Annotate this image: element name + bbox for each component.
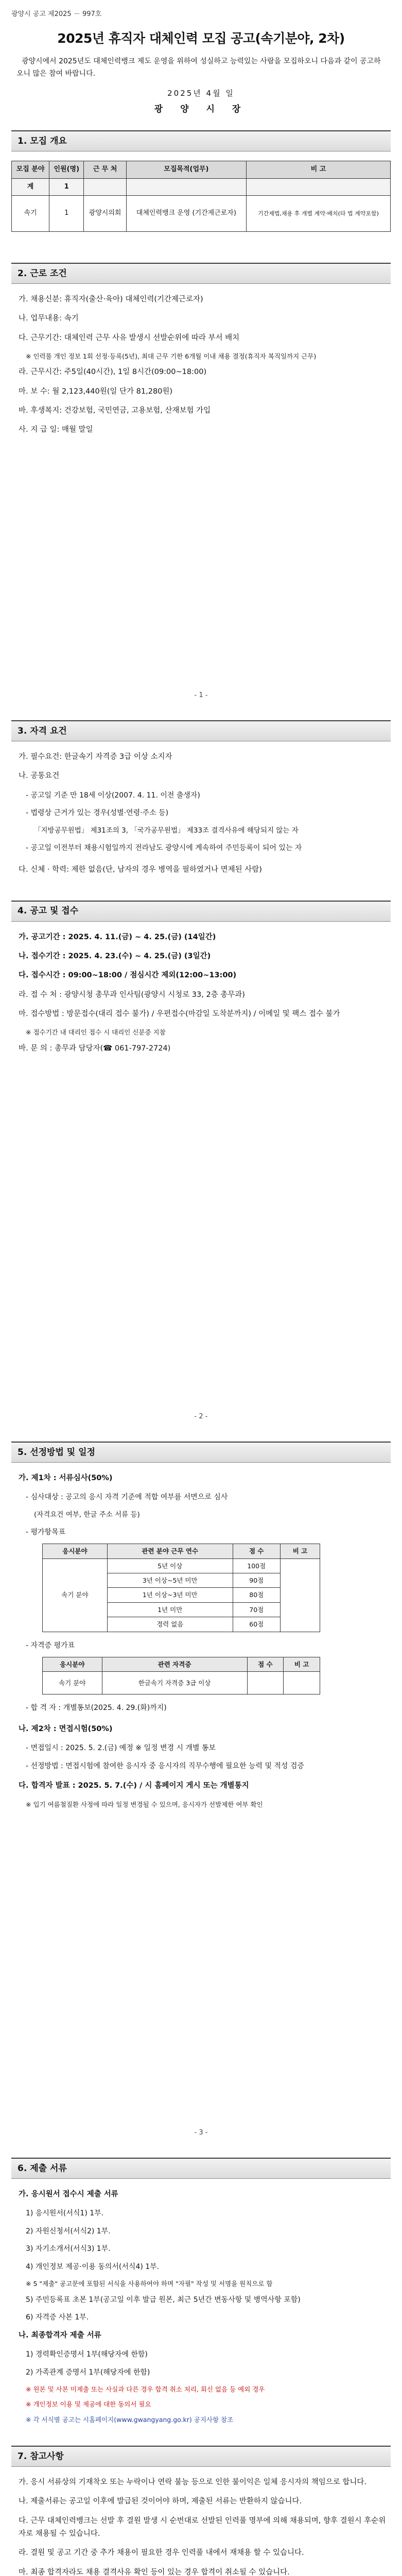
col-header: 모집 분야 xyxy=(12,161,49,178)
notice-number: 광양시 공고 제2025 － 997호 xyxy=(11,10,102,18)
section-title: 7. 참고사항 xyxy=(18,2451,64,2462)
table-cell: 광양시의회 xyxy=(84,195,126,231)
list-item: 가. 채용신분: 휴직자(출산·육아) 대체인력(기간제근로자) xyxy=(19,295,203,303)
section-header-6 xyxy=(11,2158,391,2179)
list-item: 가. 제1차 : 서류심사(50%) xyxy=(19,1474,113,1482)
section-header-7 xyxy=(11,2446,391,2467)
col-header: 비 고 xyxy=(284,1657,320,1672)
section-header-1 xyxy=(11,130,391,151)
city-mayor: 광 양 시 장 xyxy=(154,104,248,115)
list-item: (자격요건 여부, 한글 주소 서류 등) xyxy=(34,1510,140,1519)
total-label: 계 xyxy=(12,178,49,195)
list-item: 나. 최종합격자 제출 서류 xyxy=(19,2331,101,2340)
section-title: 3. 자격 요건 xyxy=(18,725,67,736)
list-item: 바. 후생복지: 건강보험, 국민연금, 고용보험, 산재보험 가입 xyxy=(19,406,211,415)
page-number: - 1 - xyxy=(194,691,208,699)
table-cell: 경력 없음 xyxy=(107,1617,233,1632)
table-cell: 1 xyxy=(49,195,84,231)
list-item: 마. 최종 합격자라도 채용 결격사유 확인 등이 있는 경우 합격이 취소될 수 있습니다. xyxy=(19,2568,290,2576)
col-header: 점 수 xyxy=(233,1544,280,1558)
list-item: - 선정방법 : 면접시험에 참여한 응시자 중 응시자의 직무수행에 필요한 능력 및 적성 검증 xyxy=(26,1761,304,1770)
list-item: 다. 접수시간 : 09:00~18:00 / 점심시간 제외(12:00~13:00) xyxy=(19,971,237,980)
table-cell: 한글속기 자격증 3급 이상 xyxy=(102,1672,247,1694)
section-title: 2. 근로 조건 xyxy=(18,268,67,279)
col-header: 응시분야 xyxy=(43,1544,108,1558)
list-item: 라. 근무시간: 주5일(40시간), 1일 8시간(09:00~18:00) xyxy=(19,368,207,377)
section-header-4 xyxy=(11,901,391,922)
table-cell: 90점 xyxy=(233,1573,280,1588)
list-item: 나. 공통요건 xyxy=(19,772,60,781)
col-header: 관련 분야 근무 연수 xyxy=(107,1544,233,1558)
note: ※ 접수기간 내 대리인 접수 시 대리인 신분증 지참 xyxy=(26,1028,166,1037)
list-item: 라. 결원 및 공고 기간 중 추가 채용이 필요한 경우 인력풀 내에서 재채용 할 수 있습니다. xyxy=(19,2549,304,2557)
list-item: 바. 문 의 : 총무과 담당자(☎ 061-797-2724) xyxy=(19,1044,171,1053)
list-item: 마. 보 수: 월 2,123,440원(일 단가 81,280원) xyxy=(19,387,173,396)
intro-text: 광양시에서 2025년도 대체인력뱅크 제도 운영을 위하여 성실하고 능력있는 사람을 모집하오니 다음과 같이 공고하오니 많은 참여 바랍니다. xyxy=(16,57,381,78)
list-item: 다. 신체 · 학력: 제한 없음(단, 남자의 경우 병역을 필하였거나 면제된 사람) xyxy=(19,866,262,874)
table-cell: 100점 xyxy=(233,1558,280,1573)
col-header: 인원(명) xyxy=(49,161,84,178)
col-header: 비 고 xyxy=(280,1544,320,1558)
table-cell: 80점 xyxy=(233,1588,280,1602)
list-item: 2) 자원신청서(서식2) 1부. xyxy=(26,2227,111,2235)
page-title: 2025년 휴직자 대체인력 모집 공고(속기분야, 2차) xyxy=(57,31,345,46)
info-note: ※ 각 서식별 공고는 시홈페이지(www.gwangyang.go.kr) 공지사항 참조 xyxy=(26,2415,234,2424)
note: ※ 5 "제출" 공고문에 포함된 서식을 사용하여야 하며 "자필" 작성 및 서명을 원칙으로 함 xyxy=(26,2280,273,2288)
list-item: 다. 근무 대체인력뱅크는 선발 후 결원 발생 시 순번대로 선발된 인력풀 명부에 의해 채용되며, 향후 결원시 후순위 자로 채용될 수 있습니다. xyxy=(19,2516,386,2538)
col-header: 근 무 처 xyxy=(84,161,126,178)
table-cell: 3년 이상~5년 미만 xyxy=(107,1573,233,1588)
list-item: 다. 합격자 발표 : 2025. 5. 7.(수) / 시 홈페이지 게시 또는 개별통지 xyxy=(19,1782,249,1790)
page-2 xyxy=(0,710,402,1431)
cert-table xyxy=(42,1657,320,1694)
list-item: 가. 응시원서 접수시 제출 서류 xyxy=(19,2190,118,2198)
section-header-3 xyxy=(11,720,391,741)
page-3 xyxy=(0,1431,402,2147)
list-item: - 공고일 이전부터 채용시험일까지 전라남도 광양시에 계속하여 주민등록이 되어 있는 자 xyxy=(26,843,302,852)
table-cell: 속기 xyxy=(12,195,49,231)
table-cell: 1년 미만 xyxy=(107,1602,233,1617)
list-item: 2) 가족관계 증명서 1부(해당자에 한함) xyxy=(26,2368,150,2377)
col-header: 점 수 xyxy=(247,1657,284,1672)
list-item: - 심사대상 : 공고의 응시 자격 기준에 적합 여부를 서면으로 심사 xyxy=(26,1493,228,1502)
list-item: 6) 자격증 사본 1부. xyxy=(26,2313,89,2322)
list-item: - 공고일 기준 만 18세 이상(2007. 4. 11. 이전 출생자) xyxy=(26,791,200,800)
list-item: 3) 자기소개서(서식3) 1부. xyxy=(26,2245,111,2253)
col-header: 응시분야 xyxy=(43,1657,102,1672)
list-item: - 자격증 평가표 xyxy=(26,1641,75,1650)
col-header: 비 고 xyxy=(247,161,391,178)
list-item: - 법령상 근거가 있는 경우(성별·연령·주소 등) xyxy=(26,809,169,818)
section-title: 4. 공고 및 접수 xyxy=(18,906,79,917)
total-value: 1 xyxy=(49,178,84,195)
list-item: - 평가항목표 xyxy=(26,1528,66,1536)
table-cell: 70점 xyxy=(233,1602,280,1617)
list-item: 마. 접수방법 : 방문접수(대리 접수 불가) / 우편접수(마감일 도착분까지) / 이메일 및 팩스 접수 불가 xyxy=(19,1010,340,1019)
list-item: 가. 공고기간 : 2025. 4. 11.(금) ~ 4. 25.(금) (14일간) xyxy=(19,933,216,941)
table-cell: 5년 이상 xyxy=(107,1558,233,1573)
eval-table xyxy=(42,1544,320,1632)
list-item: 가. 응시 서류상의 기재착오 또는 누락이나 연락 불능 등으로 인한 불이익은 일체 응시자의 책임으로 합니다. xyxy=(19,2478,367,2486)
page-number: - 3 - xyxy=(194,2128,208,2137)
list-item: 「지방공무원법」 제31조의 3, 「국가공무원법」 제33조 결격사유에 해당되지 않는 자 xyxy=(34,826,299,835)
page-4 xyxy=(0,2147,402,2576)
table-cell: 60점 xyxy=(233,1617,280,1632)
list-item: 나. 제출서류는 공고일 이후에 발급된 것이어야 하며, 제출된 서류는 반환하지 않습니다. xyxy=(19,2497,302,2506)
list-item: - 면접일시 : 2025. 5. 2.(금) 예정 ※ 일정 변경 시 개별 통보 xyxy=(26,1744,216,1753)
list-item: 다. 근무기간: 대체인력 근무 사유 발생시 선발순위에 따라 부서 배치 xyxy=(19,333,240,342)
list-item: 4) 개인정보 제공·이용 동의서(서식4) 1부. xyxy=(26,2262,160,2271)
section-header-2 xyxy=(11,263,391,284)
recruit-table xyxy=(11,161,391,231)
list-item: 라. 접 수 처 : 광양시청 총무과 인사팀(광양시 시청로 33, 2층 총무과) xyxy=(19,990,245,999)
list-item: 나. 업무내용: 속기 xyxy=(19,314,79,323)
section-title: 1. 모집 개요 xyxy=(18,136,67,147)
list-item: 나. 접수기간 : 2025. 4. 23.(수) ~ 4. 25.(금) (3일간) xyxy=(19,952,211,960)
section-title: 6. 제출 서류 xyxy=(18,2163,67,2174)
list-item: 1) 경력확인증명서 1부(해당자에 한함) xyxy=(26,2350,148,2359)
section-header-5 xyxy=(11,1442,391,1463)
page-number: - 2 - xyxy=(194,1412,208,1420)
section-title: 5. 선정방법 및 일정 xyxy=(18,1447,95,1458)
table-cell: 속기 분야 xyxy=(43,1672,102,1694)
list-item: 1) 응시원서(서식1) 1부. xyxy=(26,2209,104,2218)
warning-note: ※ 개인정보 이용 및 제공에 대한 동의서 필요 xyxy=(26,2400,151,2409)
warning-note: ※ 원본 및 사본 미제출 또는 사실과 다른 경우 합격 취소 처리, 회신 없음 등 예외 경우 xyxy=(26,2385,265,2393)
list-item: 사. 지 급 일: 매월 말일 xyxy=(19,426,93,434)
col-header: 모집목적(업무) xyxy=(126,161,246,178)
list-item: 나. 제2차 : 면접시험(50%) xyxy=(19,1724,113,1733)
table-cell: 대체인력뱅크 운영 (기간제근로자) xyxy=(126,195,246,231)
table-cell: 1년 이상~3년 미만 xyxy=(107,1588,233,1602)
list-item: - 합 격 자 : 개별통보(2025. 4. 29.(화)까지) xyxy=(26,1704,167,1713)
list-item: 5) 주민등록표 초본 1부(공고일 이후 발급 원본, 최근 5년간 변동사항 및 병역사항 포함) xyxy=(26,2295,301,2304)
page-1 xyxy=(0,0,402,710)
list-item: 가. 필수요건: 한글속기 자격증 3급 이상 소지자 xyxy=(19,753,172,761)
col-header: 관련 자격증 xyxy=(102,1657,247,1672)
note: ※ 인력풀 개인 정보 1회 선정·등록(5년), 최대 근무 기한 6개월 이내 채용 결정(휴직자 복직일까지 근무) xyxy=(26,352,317,360)
note: ※ 입기 여름철질환 사정에 따라 일정 변경될 수 있으며, 응시자가 선발제한 여부 확인 xyxy=(26,1800,263,1808)
announce-date: 2025년 4월 일 xyxy=(167,88,235,98)
table-cell: 속기 분야 xyxy=(43,1558,108,1632)
table-cell: 기간제법,채용 후 개별 계약·배치(타 법 계약포함) xyxy=(247,195,391,231)
